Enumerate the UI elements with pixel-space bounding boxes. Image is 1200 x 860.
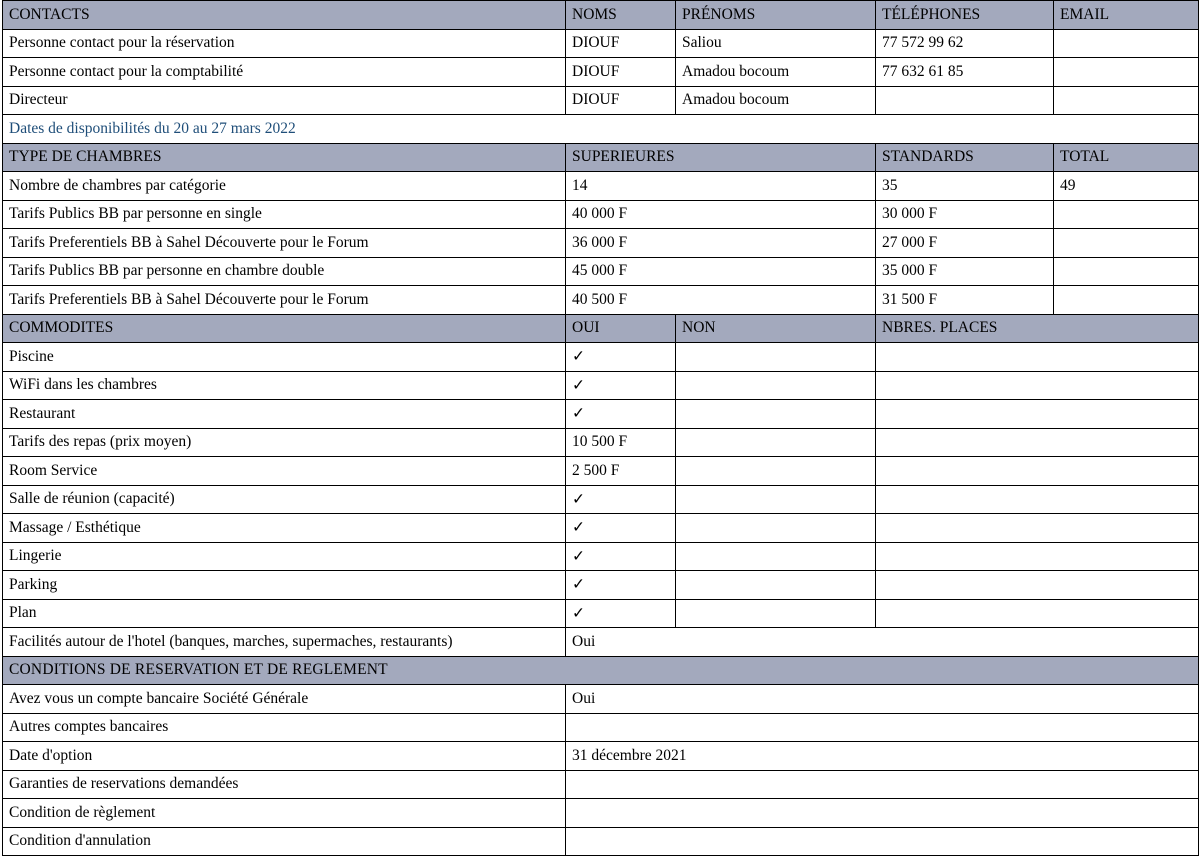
condition-label: Date d'option bbox=[3, 742, 566, 771]
amenity-oui: ✓ bbox=[566, 371, 676, 400]
availability-title: Dates de disponibilités du 20 au 27 mars 2022 bbox=[3, 115, 1199, 144]
contacts-header-telephones: TÉLÉPHONES bbox=[876, 1, 1054, 30]
amenity-label: WiFi dans les chambres bbox=[3, 371, 566, 400]
amenity-oui: ✓ bbox=[566, 599, 676, 628]
contact-role: Personne contact pour la réservation bbox=[3, 29, 566, 58]
amenity-places bbox=[876, 371, 1199, 400]
condition-value bbox=[566, 770, 1199, 799]
rooms-superieures-value: 36 000 F bbox=[566, 229, 876, 258]
rooms-standards-value: 35 000 F bbox=[876, 257, 1054, 286]
table-row bbox=[3, 229, 1199, 258]
amenity-label: Room Service bbox=[3, 457, 566, 486]
condition-label: Condition d'annulation bbox=[3, 827, 566, 856]
amenity-non bbox=[676, 599, 876, 628]
amenity-oui: ✓ bbox=[566, 485, 676, 514]
amenity-non bbox=[676, 428, 876, 457]
table-row bbox=[3, 514, 1199, 543]
contact-nom: DIOUF bbox=[566, 86, 676, 115]
surroundings-label: Facilités autour de l'hotel (banques, marches, supermaches, restaurants) bbox=[3, 628, 566, 657]
rooms-superieures-value: 45 000 F bbox=[566, 257, 876, 286]
table-row bbox=[3, 457, 1199, 486]
amenity-oui: 2 500 F bbox=[566, 457, 676, 486]
amenity-label: Lingerie bbox=[3, 542, 566, 571]
amenity-non bbox=[676, 571, 876, 600]
amenity-oui: ✓ bbox=[566, 400, 676, 429]
amenity-oui: ✓ bbox=[566, 542, 676, 571]
contact-nom: DIOUF bbox=[566, 29, 676, 58]
rooms-row-label: Tarifs Preferentiels BB à Sahel Découverte pour le Forum bbox=[3, 229, 566, 258]
table-row bbox=[3, 485, 1199, 514]
amenities-header-row bbox=[3, 314, 1199, 343]
amenity-non bbox=[676, 485, 876, 514]
amenity-places bbox=[876, 457, 1199, 486]
table-row bbox=[3, 58, 1199, 87]
rooms-header-row bbox=[3, 143, 1199, 172]
rooms-header-total: TOTAL bbox=[1054, 143, 1199, 172]
table-row bbox=[3, 799, 1199, 828]
condition-value bbox=[566, 713, 1199, 742]
table-row bbox=[3, 400, 1199, 429]
table-row bbox=[3, 742, 1199, 771]
contacts-header-email: EMAIL bbox=[1054, 1, 1199, 30]
contact-email bbox=[1054, 58, 1199, 87]
contacts-header-row bbox=[3, 1, 1199, 30]
table-row bbox=[3, 29, 1199, 58]
amenity-places bbox=[876, 400, 1199, 429]
amenity-label: Massage / Esthétique bbox=[3, 514, 566, 543]
amenity-non bbox=[676, 371, 876, 400]
condition-label: Autres comptes bancaires bbox=[3, 713, 566, 742]
amenity-places bbox=[876, 514, 1199, 543]
amenity-places bbox=[876, 343, 1199, 372]
contact-telephone: 77 572 99 62 bbox=[876, 29, 1054, 58]
rooms-standards-value: 27 000 F bbox=[876, 229, 1054, 258]
condition-label: Condition de règlement bbox=[3, 799, 566, 828]
amenities-header-non: NON bbox=[676, 314, 876, 343]
amenities-header-places: NBRES. PLACES bbox=[876, 314, 1199, 343]
table-row bbox=[3, 172, 1199, 201]
contact-email bbox=[1054, 86, 1199, 115]
condition-value bbox=[566, 799, 1199, 828]
rooms-total-value bbox=[1054, 200, 1199, 229]
rooms-header-label: TYPE DE CHAMBRES bbox=[3, 143, 566, 172]
table-row bbox=[3, 371, 1199, 400]
amenities-header-oui: OUI bbox=[566, 314, 676, 343]
table-row bbox=[3, 257, 1199, 286]
rooms-standards-value: 30 000 F bbox=[876, 200, 1054, 229]
rooms-header-standards: STANDARDS bbox=[876, 143, 1054, 172]
amenity-places bbox=[876, 485, 1199, 514]
amenity-places bbox=[876, 571, 1199, 600]
rooms-row-label: Tarifs Publics BB par personne en chambre double bbox=[3, 257, 566, 286]
contacts-header-label: CONTACTS bbox=[3, 1, 566, 30]
table-row bbox=[3, 827, 1199, 856]
table-row bbox=[3, 86, 1199, 115]
amenity-places bbox=[876, 428, 1199, 457]
table-row bbox=[3, 200, 1199, 229]
amenity-non bbox=[676, 457, 876, 486]
table-row bbox=[3, 571, 1199, 600]
rooms-total-value bbox=[1054, 229, 1199, 258]
rooms-standards-value: 31 500 F bbox=[876, 286, 1054, 315]
contact-email bbox=[1054, 29, 1199, 58]
rooms-total-value bbox=[1054, 257, 1199, 286]
table-row bbox=[3, 428, 1199, 457]
rooms-total-value bbox=[1054, 286, 1199, 315]
rooms-total-value: 49 bbox=[1054, 172, 1199, 201]
hotel-information-table bbox=[2, 0, 1199, 856]
table-row bbox=[3, 599, 1199, 628]
amenity-oui: ✓ bbox=[566, 514, 676, 543]
amenity-label: Salle de réunion (capacité) bbox=[3, 485, 566, 514]
table-row bbox=[3, 685, 1199, 714]
rooms-superieures-value: 40 000 F bbox=[566, 200, 876, 229]
amenity-label: Parking bbox=[3, 571, 566, 600]
condition-label: Avez vous un compte bancaire Société Générale bbox=[3, 685, 566, 714]
amenity-oui: ✓ bbox=[566, 343, 676, 372]
contact-prenom: Saliou bbox=[676, 29, 876, 58]
rooms-superieures-value: 14 bbox=[566, 172, 876, 201]
table-row bbox=[3, 286, 1199, 315]
contacts-header-noms: NOMS bbox=[566, 1, 676, 30]
amenity-label: Piscine bbox=[3, 343, 566, 372]
table-row bbox=[3, 713, 1199, 742]
contact-telephone: 77 632 61 85 bbox=[876, 58, 1054, 87]
amenities-header-label: COMMODITES bbox=[3, 314, 566, 343]
rooms-superieures-value: 40 500 F bbox=[566, 286, 876, 315]
contact-role: Personne contact pour la comptabilité bbox=[3, 58, 566, 87]
surroundings-row bbox=[3, 628, 1199, 657]
table-row bbox=[3, 770, 1199, 799]
conditions-title-row bbox=[3, 656, 1199, 685]
amenity-non bbox=[676, 343, 876, 372]
contact-prenom: Amadou bocoum bbox=[676, 58, 876, 87]
amenity-oui: ✓ bbox=[566, 571, 676, 600]
rooms-row-label: Tarifs Preferentiels BB à Sahel Découverte pour le Forum bbox=[3, 286, 566, 315]
condition-value: Oui bbox=[566, 685, 1199, 714]
amenity-non bbox=[676, 514, 876, 543]
rooms-row-label: Tarifs Publics BB par personne en single bbox=[3, 200, 566, 229]
condition-label: Garanties de reservations demandées bbox=[3, 770, 566, 799]
condition-value bbox=[566, 827, 1199, 856]
amenity-label: Restaurant bbox=[3, 400, 566, 429]
rooms-standards-value: 35 bbox=[876, 172, 1054, 201]
amenity-label: Plan bbox=[3, 599, 566, 628]
table-row bbox=[3, 343, 1199, 372]
rooms-row-label: Nombre de chambres par catégorie bbox=[3, 172, 566, 201]
contacts-header-prenoms: PRÉNOMS bbox=[676, 1, 876, 30]
contact-role: Directeur bbox=[3, 86, 566, 115]
availability-title-row bbox=[3, 115, 1199, 144]
amenity-places bbox=[876, 542, 1199, 571]
amenity-non bbox=[676, 542, 876, 571]
conditions-title: CONDITIONS DE RESERVATION ET DE REGLEMENT bbox=[3, 656, 1199, 685]
amenity-oui: 10 500 F bbox=[566, 428, 676, 457]
rooms-header-superieures: SUPERIEURES bbox=[566, 143, 876, 172]
amenity-places bbox=[876, 599, 1199, 628]
contact-prenom: Amadou bocoum bbox=[676, 86, 876, 115]
amenity-non bbox=[676, 400, 876, 429]
table-row bbox=[3, 542, 1199, 571]
contact-telephone bbox=[876, 86, 1054, 115]
contact-nom: DIOUF bbox=[566, 58, 676, 87]
condition-value: 31 décembre 2021 bbox=[566, 742, 1199, 771]
surroundings-value: Oui bbox=[566, 628, 1199, 657]
amenity-label: Tarifs des repas (prix moyen) bbox=[3, 428, 566, 457]
